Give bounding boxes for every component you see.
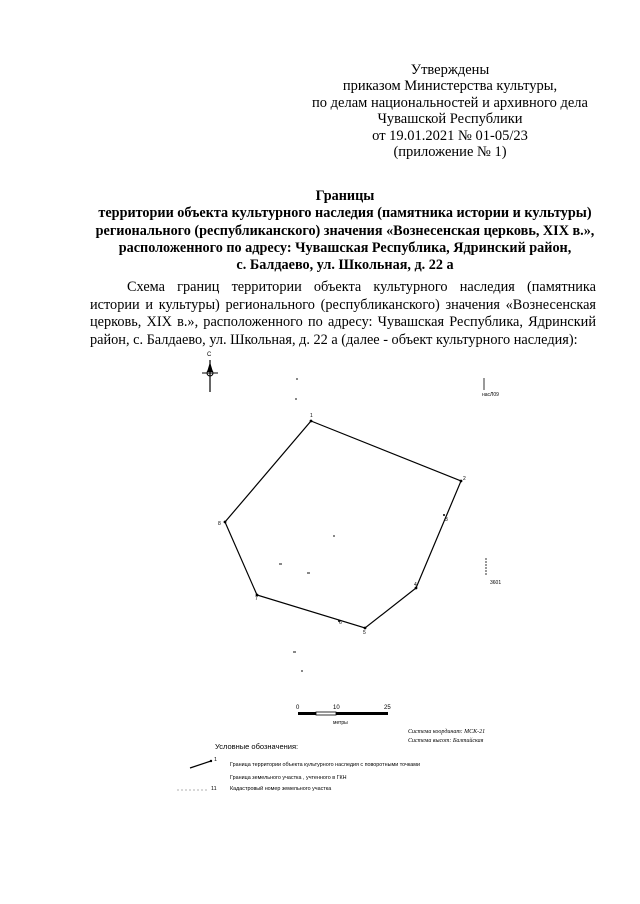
legend-text: Граница территории объекта культурного наследия с поворотными точками [230,762,421,768]
approval-line: Чувашской Республики [377,111,523,128]
legend-text: Кадастровый номер земельного участка [230,786,332,792]
title-line: регионального (республиканского) значения «Вознесенская церковь, XIX в.», [95,222,595,239]
north-arrow-icon [202,352,218,392]
approval-line: от 19.01.2021 № 01-05/23 [372,127,528,144]
scale-tick: 25 [384,705,391,711]
approval-line: по делам национальностей и архивного дела [312,94,588,111]
point-label: 5 [363,630,366,636]
legend-text: Граница земельного участка , учтенного в ГКН [230,775,347,781]
scale-bar [296,705,391,726]
point-label: 1 [310,413,313,419]
height-system: Система высот: Балтийская [408,737,484,744]
cadastral-number-top: насЛ09 [482,392,499,398]
territory-boundary [225,421,461,628]
title-line: территории объекта культурного наследия (памятника истории и культуры) [98,205,592,222]
point-label: 6 [339,620,342,626]
boundary-symbol-icon [175,758,225,770]
legend-symbol: 11 [211,786,217,792]
coordinate-system: Система координат: МСК-21 [408,729,486,735]
title-line: с. Балдаево, ул. Школьная, д. 22 а [236,257,454,274]
scale-tick: 10 [333,705,340,711]
legend-heading: Условные обозначения: [215,742,299,751]
turning-points [224,420,463,630]
point-labels [218,413,466,636]
legend-symbol: 1 [214,757,217,763]
approval-line: приказом Министерства культуры, [342,78,558,95]
title-line: расположенного по адресу: Чувашская Республика, Ядринский район, [118,239,572,256]
point-label: 2 [463,476,466,482]
point-label: 4 [414,582,417,588]
cadastral-marks [279,378,335,672]
compass-letter: С [207,352,212,358]
point-label: 3 [445,517,448,523]
scale-unit: метры [333,720,348,726]
scale-tick: 0 [296,705,300,711]
point-label: 7 [255,596,258,602]
coordinate-info [408,728,485,745]
scheme-description: Схема границ территории объекта культурного наследия (памятника истории и культуры) регионального (республиканского) значения «Вознесенская церковь, XIX в.», расположенного по адресу: Чувашская Республика, Ядринский район, с. Балдаево, ул. Школьная, д. 22 а (далее - объект культурного наследия): [90,279,596,348]
point-label: 8 [218,521,221,527]
title-line: Границы [315,188,375,204]
cadastral-number-right: 3601 [490,580,502,586]
approval-line: Утверждены [410,62,490,78]
approval-line: (приложение № 1) [393,144,507,161]
